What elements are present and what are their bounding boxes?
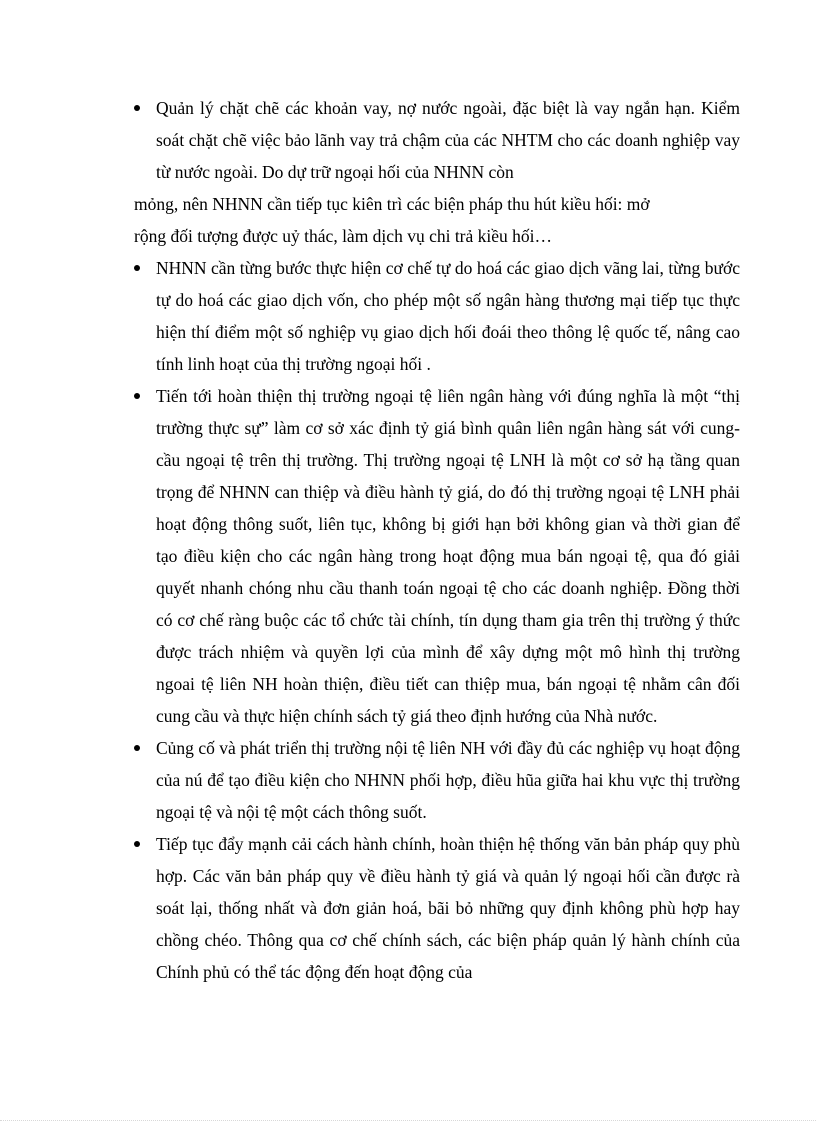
text-line: đó thị trường ngoại tệ LNH phải hoạt động thông suốt, liên tục, không bị <box>156 482 740 534</box>
text-line: các tổ chức tài chính, tín dụng tham gia trên thị trường ý thức được trách <box>156 610 741 662</box>
paragraph-text <box>134 252 740 380</box>
text-line: liên NH hoàn thiện, điều tiết can thiệp mua, bán ngoại tệ nhằm cân đối <box>219 674 741 694</box>
text-line: trong hoạt động mua bán ngoại tệ, qua đó giải quyết nhanh chóng nhu cầu <box>156 546 740 598</box>
text-line: Tiến tới hoàn thiện thị trường ngoại tệ liên ngân hàng với đúng nghĩa là <box>156 386 676 406</box>
text-line: hàng sát với cung- cầu ngoại tệ trên thị trường. Thị trường ngoại tệ LNH là <box>156 418 741 470</box>
text-line: thanh toán ngoại tệ cho các doanh nghiệp. Đồng thời có cơ chế ràng buộc <box>156 578 741 630</box>
bullet-item-4 <box>134 732 740 828</box>
bullet-item-3 <box>134 380 740 732</box>
bullet-icon <box>134 105 140 111</box>
text-line: thông lệ quốc tế, nâng cao tính linh hoạt của thị trường ngoại hối . <box>156 322 741 374</box>
text-line: Quản lý chặt chẽ các khoản vay, nợ nước ngoài, đặc biệt là vay ngắn hạn. <box>156 98 696 118</box>
text-line: một “thị trường thực sự” làm cơ sở xác định tỷ giá bình quân liên ngân <box>156 386 741 438</box>
paragraph-text <box>134 732 740 828</box>
text-line: pháp quản lý hành chính của Chính phủ có thể tác động đến hoạt động của <box>156 930 741 982</box>
text-line: mỏng, nên NHNN cần tiếp tục kiên trì các biện pháp thu hút kiều hối: mở <box>134 194 650 214</box>
text-line: cung cầu và thực hiện chính sách tỷ giá theo định hướng của Nhà nước. <box>156 706 658 726</box>
text-line: NHNN cần từng bước thực hiện cơ chế tự do hoá các giao dịch vãng lai, <box>156 258 664 278</box>
bullet-icon <box>134 265 140 271</box>
bullet-icon <box>134 841 140 847</box>
text-line: Củng cố và phát triển thị trường nội tệ liên NH với đầy đủ các nghiệp vụ <box>156 738 666 758</box>
text-line: doanh nghiệp vay từ nước ngoài. Do dự trữ ngoại hối của NHNN còn <box>156 130 741 182</box>
bullet-item-1 <box>134 92 740 252</box>
text-line: hoạt động của nú để tạo điều kiện cho NHNN phối hợp, điều hũa giữa hai <box>156 738 740 790</box>
text-line: mại tiếp tục thực hiện thí điểm một số nghiệp vụ giao dịch hối đoái theo <box>156 290 741 342</box>
text-line: không phù hợp hay chồng chéo. Thông qua cơ chế chính sách, các biện <box>156 898 741 950</box>
bullet-item-5 <box>134 828 740 988</box>
text-line: khu vực thị trường ngoại tệ và nội tệ một cách thông suốt. <box>156 770 740 822</box>
paragraph-text <box>134 828 740 988</box>
text-line: Tiếp tục đẩy mạnh cải cách hành chính, hoàn thiện hệ thống văn bản pháp <box>156 834 679 854</box>
text-line: hối cần được rà soát lại, thống nhất và đơn giản hoá, bãi bỏ những quy định <box>156 866 740 918</box>
text-line: nhiệm và quyền lợi của mình để xây dựng một mô hình thị trường ngoai tệ <box>156 642 741 694</box>
text-line: từng bước tự do hoá các giao dịch vốn, cho phép một số ngân hàng thương <box>156 258 741 310</box>
paragraph-text <box>134 92 740 252</box>
text-line: một cơ sở hạ tầng quan trọng để NHNN can thiệp và điều hành tỷ giá, do <box>156 450 740 502</box>
text-line: rộng đối tượng được uỷ thác, làm dịch vụ chi trả kiều hối… <box>134 226 553 246</box>
bullet-item-2 <box>134 252 740 380</box>
text-line: Kiểm soát chặt chẽ việc bảo lãnh vay trả chậm của các NHTM cho các <box>156 98 740 150</box>
bullet-list <box>134 92 740 988</box>
text-line: giới hạn bởi không gian và thời gian để tạo điều kiện cho các ngân hàng <box>156 514 741 566</box>
paragraph-text <box>134 380 740 732</box>
text-line: quy phù hợp. Các văn bản pháp quy về điều hành tỷ giá và quản lý ngoại <box>156 834 741 886</box>
bullet-icon <box>134 745 140 751</box>
bullet-icon <box>134 393 140 399</box>
page-bottom-divider <box>0 1120 816 1121</box>
